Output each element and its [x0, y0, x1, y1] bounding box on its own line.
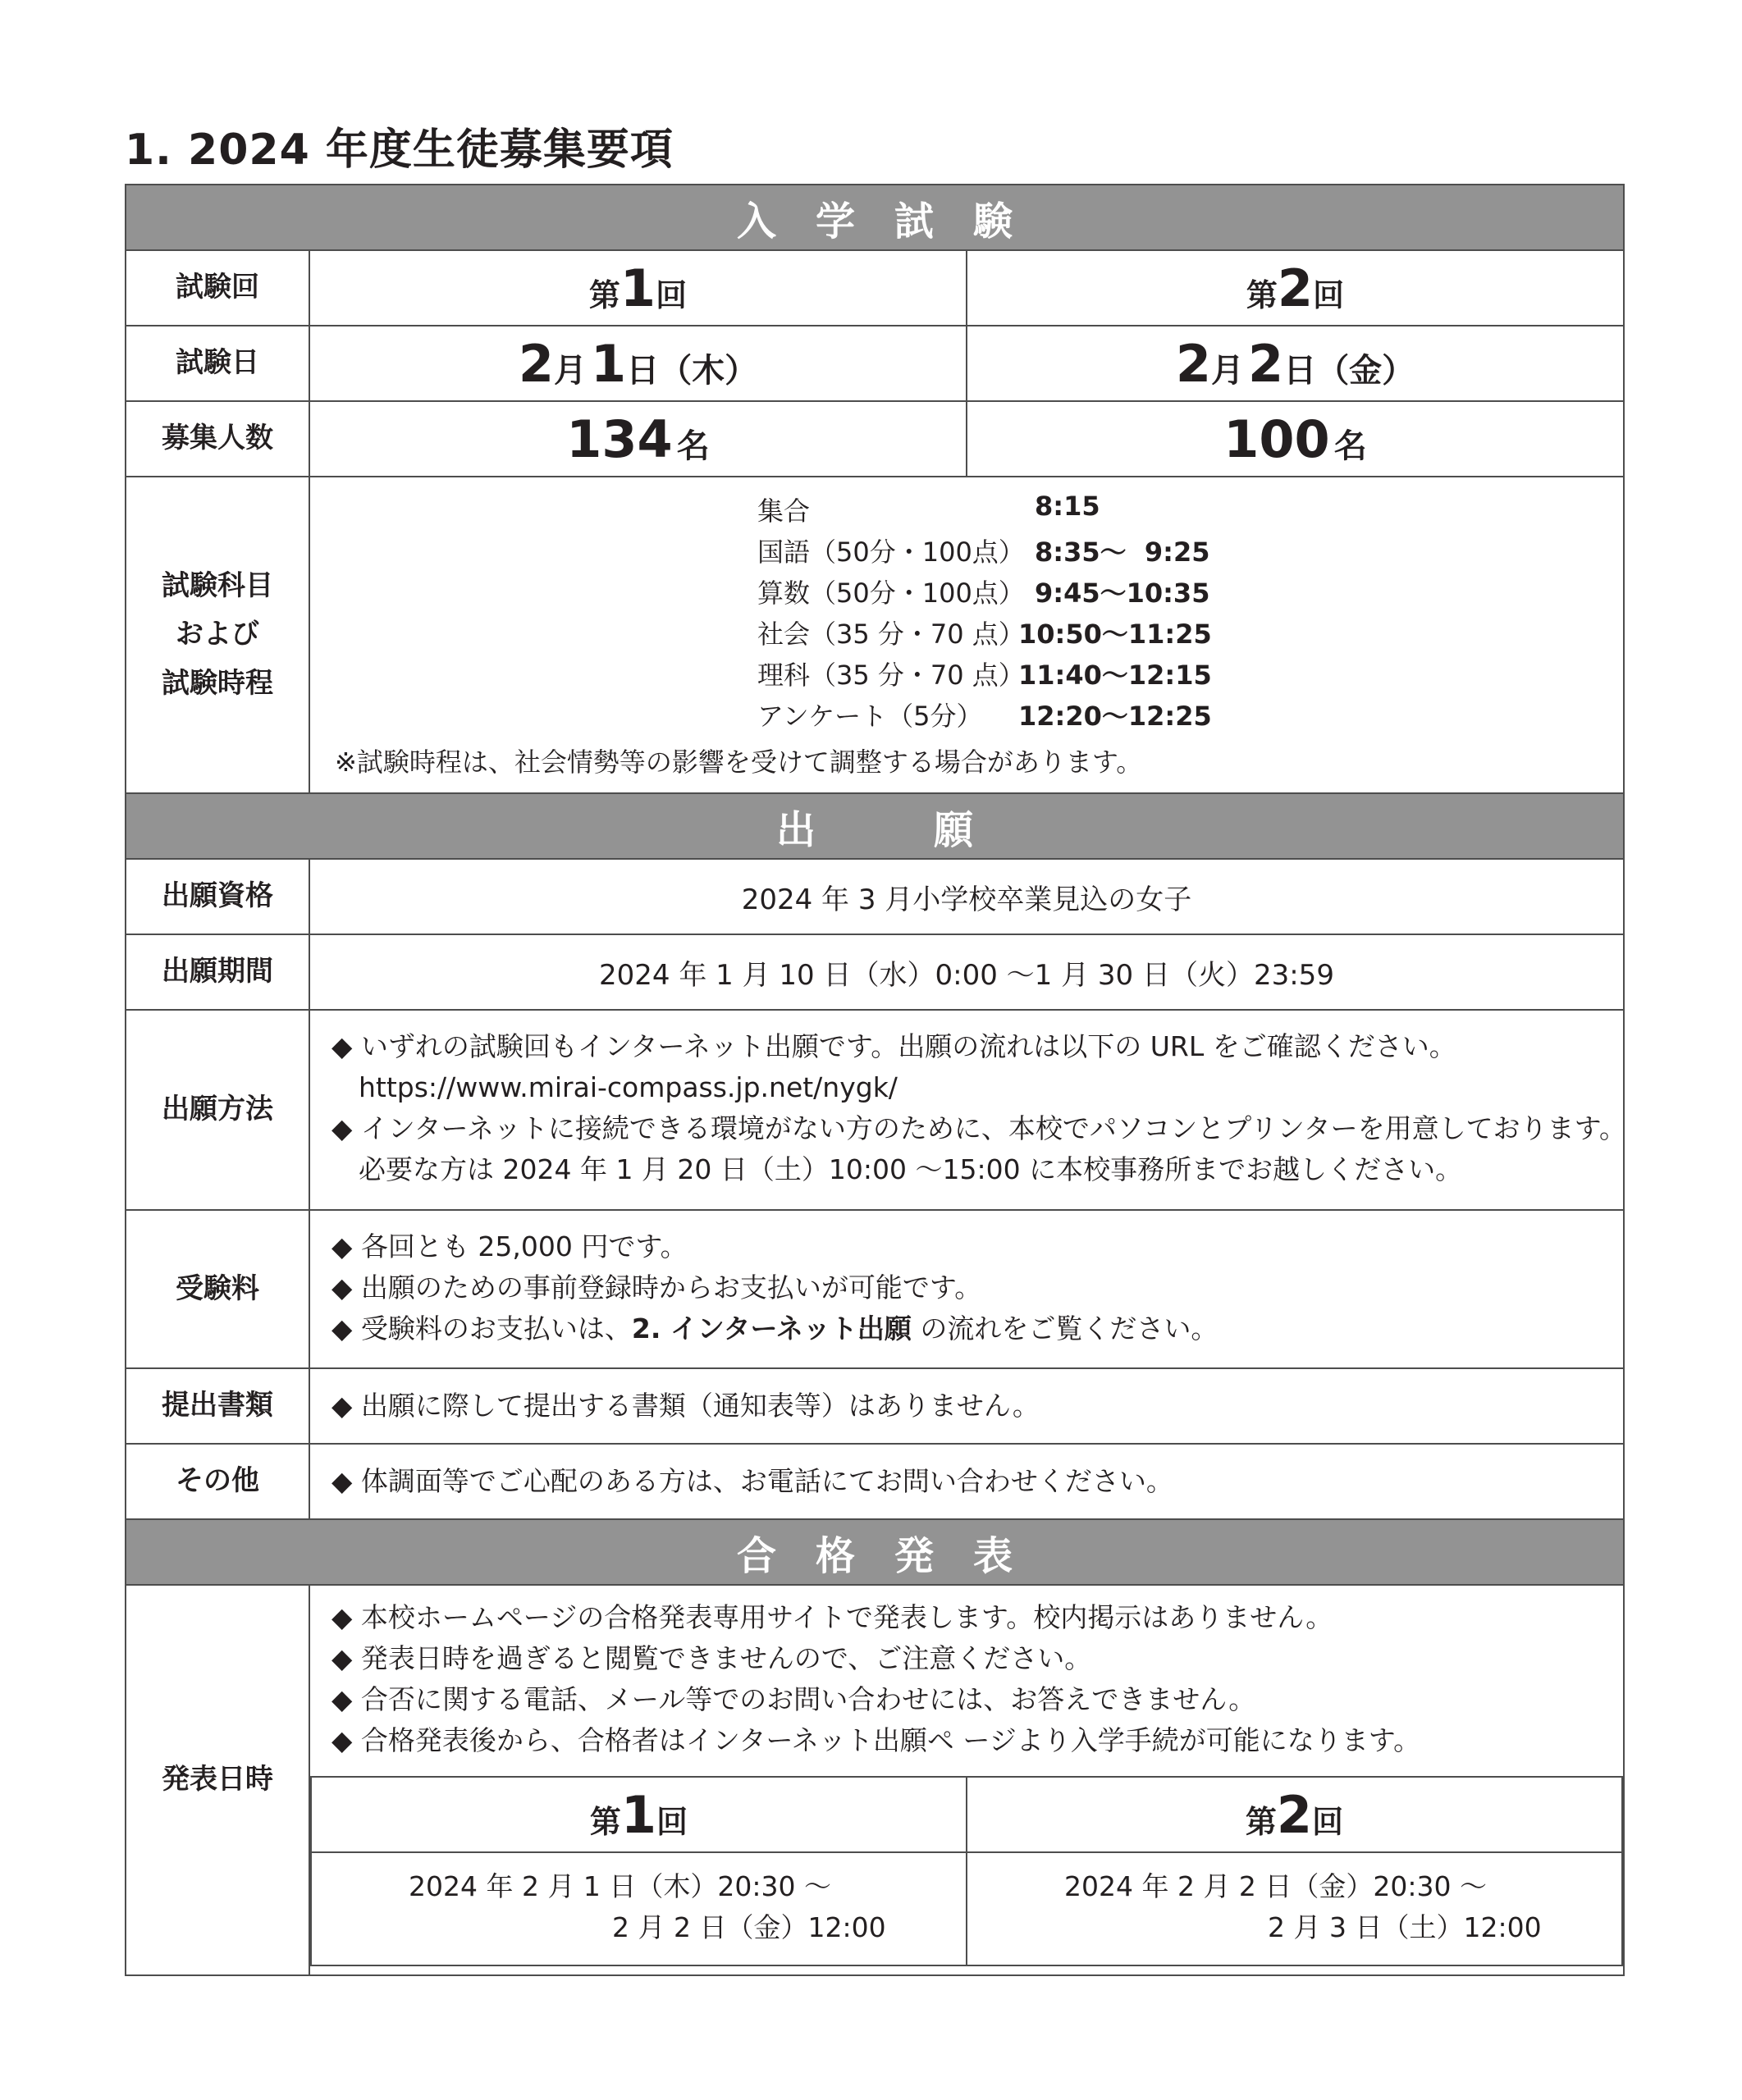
label-subjects-line: 試験科目 [162, 568, 273, 602]
method-value [309, 1010, 1624, 1210]
method-line: 必要な方は 2024 年 1 月 20 日（土）10:00 〜15:00 に本校事務所までお越しください。 [331, 1153, 1463, 1185]
announce-notes [310, 1586, 1623, 1776]
round-number: 2 [1277, 258, 1314, 318]
schedule-note: ※試験時程は、社会情勢等の影響を受けて調整する場合があります。 [335, 746, 1143, 778]
exam-date-1 [309, 326, 967, 401]
round-number: 2 [1276, 1784, 1313, 1845]
section-title-exam: 入 学 試 験 [736, 198, 1013, 244]
label-method: 出願方法 [126, 1010, 309, 1210]
label-fee: 受験料 [126, 1210, 309, 1368]
round-prefix: 第 [588, 276, 620, 313]
exam-round-2 [967, 250, 1624, 326]
capacity-unit: 名 [1333, 427, 1367, 465]
capacity-number: 100 [1223, 409, 1330, 469]
announce-note: ◆ 合否に関する電話、メール等でのお問い合わせには、お答えできません。 [331, 1683, 1256, 1715]
round-number: 1 [620, 1784, 657, 1845]
capacity-unit: 名 [676, 427, 710, 465]
round-prefix: 第 [589, 1803, 621, 1840]
capacity-1 [309, 401, 967, 477]
documents-value: ◆ 出願に際して提出する書類（通知表等）はありません。 [309, 1368, 1624, 1444]
announce-time-2 [967, 1852, 1622, 1965]
date-weekday: （金） [1316, 351, 1415, 390]
label-other: その他 [126, 1444, 309, 1519]
section-title-apply: 出 願 [775, 806, 973, 853]
fee-reference: 2. インターネット出願 [631, 1312, 912, 1344]
schedule-item [757, 532, 1210, 569]
announce-note: ◆ 本校ホームページの合格発表専用サイトで発表します。校内掲示はありません。 [331, 1601, 1333, 1633]
schedule-time: 10:50〜11:25 [1018, 619, 1212, 650]
label-subjects [126, 477, 309, 793]
schedule-item [757, 491, 1100, 528]
schedule-time: 8:35〜 9:25 [1035, 536, 1210, 568]
schedule-subject: 社会（35 分・70 点） [757, 619, 1025, 650]
schedule-item [757, 573, 1210, 610]
fee-line: ◆ 出願のための事前登録時からお支払いが可能です。 [331, 1271, 982, 1303]
announce-rounds [310, 1776, 1623, 1966]
date-day: 1 [591, 333, 627, 394]
schedule-subject: 国語（50分・100点） [757, 536, 1025, 568]
announce-cell [309, 1585, 1624, 1975]
fee-value [309, 1210, 1624, 1368]
capacity-number: 134 [566, 409, 673, 469]
schedule-list [310, 479, 1623, 791]
label-documents: 提出書類 [126, 1368, 309, 1444]
schedule-subject: 算数（50分・100点） [757, 578, 1025, 609]
schedule-item [757, 655, 1212, 692]
announce-round-1 [311, 1777, 967, 1852]
page-title: 1. 2024 年度生徒募集要項 [125, 126, 674, 175]
exam-round-1 [309, 250, 967, 326]
announce-round-2 [967, 1777, 1622, 1852]
date-month: 2 [518, 333, 554, 394]
schedule-time: 11:40〜12:15 [1018, 660, 1212, 691]
date-month-unit: 月 [553, 351, 587, 390]
date-day-unit: 日 [1283, 351, 1317, 390]
section-title-result: 合 格 発 表 [736, 1532, 1013, 1579]
label-qualification: 出願資格 [126, 859, 309, 934]
round-prefix: 第 [1245, 1803, 1277, 1840]
fee-line: ◆ 各回とも 25,000 円です。 [331, 1230, 688, 1262]
round-suffix: 回 [1312, 1803, 1344, 1840]
schedule-cell [309, 477, 1624, 793]
label-subjects-line: 試験時程 [162, 666, 273, 700]
section-header-result [126, 1519, 1624, 1585]
qualification-value: 2024 年 3 月小学校卒業見込の女子 [309, 859, 1624, 934]
date-month: 2 [1175, 333, 1211, 394]
announce-end: 2 月 3 日（土）12:00 [1268, 1911, 1542, 1943]
announce-start: 2024 年 2 月 1 日（木）20:30 〜 [409, 1870, 832, 1902]
label-subjects-line: および [176, 618, 259, 651]
schedule-subject: 集合 [757, 495, 811, 527]
schedule-subject: アンケート（5分） [757, 701, 983, 732]
schedule-item [757, 614, 1212, 651]
round-suffix: 回 [1313, 276, 1345, 313]
fee-text: の流れをご覧ください。 [911, 1312, 1218, 1344]
fee-text: ◆ 受験料のお支払いは、 [331, 1312, 632, 1344]
section-header-apply [126, 793, 1624, 859]
label-announce: 発表日時 [126, 1585, 309, 1975]
admission-table [125, 184, 1625, 1976]
round-number: 1 [620, 258, 656, 318]
announce-time-1 [311, 1852, 967, 1965]
announce-start: 2024 年 2 月 2 日（金）20:30 〜 [1064, 1870, 1488, 1902]
label-date: 試験日 [126, 326, 309, 401]
date-weekday: （木） [659, 351, 758, 390]
fee-line [331, 1308, 1623, 1349]
method-line: ◆ いずれの試験回もインターネット出願です。出願の流れは以下の URL をご確認ください。 [331, 1030, 1456, 1062]
schedule-item [757, 696, 1212, 733]
date-day: 2 [1248, 333, 1284, 394]
label-round: 試験回 [126, 250, 309, 326]
label-period: 出願期間 [126, 934, 309, 1010]
application-url[interactable]: https://www.mirai-compass.jp.net/nygk/ [331, 1071, 898, 1103]
exam-date-2 [967, 326, 1624, 401]
label-capacity: 募集人数 [126, 401, 309, 477]
schedule-time: 9:45〜10:35 [1035, 578, 1210, 609]
capacity-2 [967, 401, 1624, 477]
announce-note: ◆ 合格発表後から、合格者はインターネット出願ペ ージより入学手続が可能になります。 [331, 1724, 1421, 1756]
schedule-time: 8:15 [1035, 491, 1100, 522]
method-line: ◆ インターネットに接続できる環境がない方のために、本校でパソコンとプリンターを用意しております。 [331, 1112, 1626, 1144]
round-suffix: 回 [656, 1803, 688, 1840]
section-header-exam [126, 185, 1624, 250]
period-value: 2024 年 1 月 10 日（水）0:00 〜1 月 30 日（火）23:59 [309, 934, 1624, 1010]
round-suffix: 回 [656, 276, 688, 313]
other-value: ◆ 体調面等でご心配のある方は、お電話にてお問い合わせください。 [309, 1444, 1624, 1519]
date-month-unit: 月 [1210, 351, 1244, 390]
announce-end: 2 月 2 日（金）12:00 [612, 1911, 886, 1943]
schedule-time: 12:20〜12:25 [1018, 701, 1212, 732]
date-day-unit: 日 [626, 351, 660, 390]
schedule-subject: 理科（35 分・70 点） [757, 660, 1025, 691]
round-prefix: 第 [1246, 276, 1278, 313]
announce-note: ◆ 発表日時を過ぎると閲覧できませんので、ご注意ください。 [331, 1642, 1092, 1674]
